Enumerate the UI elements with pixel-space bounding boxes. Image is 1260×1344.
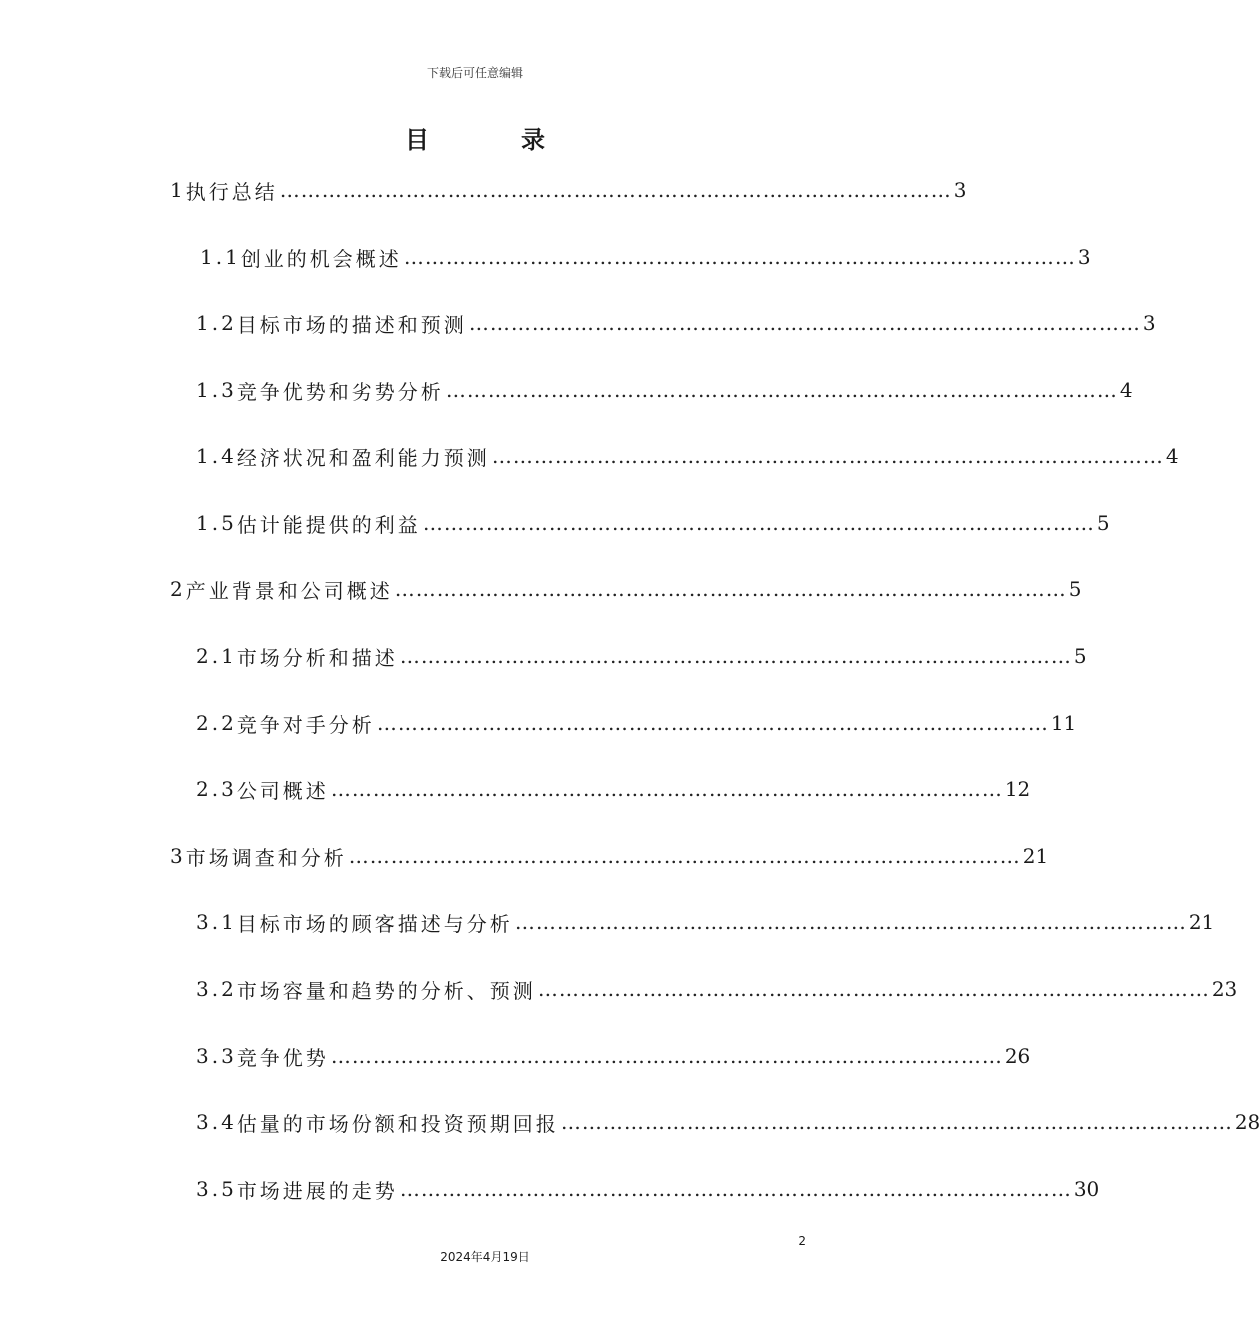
toc-entry-label: 竞争优势 (236, 1045, 329, 1070)
toc-entry-page: 4 (1165, 444, 1179, 468)
toc-entry-label: 执行总结 (185, 179, 278, 204)
toc-entry-page: 5 (1068, 577, 1082, 601)
toc-dot-leader: …………………………………………………………………………………… (399, 644, 1072, 668)
toc-entry-number: 3.1 (196, 910, 237, 934)
toc-dot-leader: …………………………………………………………………………………… (514, 910, 1187, 934)
toc-entry-1[interactable] (170, 168, 967, 212)
toc-entry-number: 3.4 (196, 1110, 237, 1134)
toc-entry-label: 市场进展的走势 (236, 1178, 398, 1203)
toc-entry-label: 目标市场的描述和预测 (236, 312, 467, 337)
toc-entry-page: 5 (1096, 511, 1110, 535)
toc-entry-number: 1.5 (196, 511, 237, 535)
toc-entry-label: 市场容量和趋势的分析、预测 (236, 978, 536, 1003)
toc-entry-label: 创业的机会概述 (240, 246, 402, 271)
toc-entry-number: 2 (170, 577, 186, 601)
toc-entry-3[interactable] (170, 834, 1049, 878)
toc-entry-page: 21 (1022, 844, 1049, 868)
toc-entry-page: 26 (1004, 1044, 1031, 1068)
toc-entry-label: 产业背景和公司概述 (185, 578, 393, 603)
toc-dot-leader: …………………………………………………………………………………… (560, 1110, 1233, 1134)
toc-entry-1-2[interactable] (196, 301, 1156, 345)
toc-entry-number: 3.2 (196, 977, 237, 1001)
toc-entry-label: 目标市场的顾客描述与分析 (236, 911, 513, 936)
toc-entry-1-3[interactable] (196, 368, 1133, 412)
toc-entry-number: 1.3 (196, 378, 237, 402)
toc-entry-page: 5 (1073, 644, 1087, 668)
toc-dot-leader: …………………………………………………………………………………… (403, 245, 1076, 269)
toc-entry-page: 28 (1234, 1110, 1260, 1134)
toc-entry-number: 1.2 (196, 311, 237, 335)
toc-entry-2-3[interactable] (196, 767, 1031, 811)
toc-entry-page: 4 (1119, 378, 1133, 402)
toc-entry-page: 3 (953, 178, 967, 202)
toc-dot-leader: …………………………………………………………………………………… (330, 777, 1003, 801)
toc-entry-page: 11 (1050, 711, 1077, 735)
toc-entry-label: 公司概述 (236, 778, 329, 803)
toc-dot-leader: …………………………………………………………………………………… (491, 444, 1164, 468)
toc-dot-leader: …………………………………………………………………………………… (376, 711, 1049, 735)
toc-entry-number: 3.5 (196, 1177, 237, 1201)
toc-entry-number: 3 (170, 844, 186, 868)
toc-entry-number: 3.3 (196, 1044, 237, 1068)
toc-entry-3-5[interactable] (196, 1167, 1100, 1211)
toc-entry-1-5[interactable] (196, 501, 1110, 545)
toc-dot-leader: …………………………………………………………………………………… (279, 178, 952, 202)
title-char-1: 目 (405, 125, 429, 154)
toc-entry-label: 竞争对手分析 (236, 712, 375, 737)
toc-entry-1-1[interactable] (200, 235, 1091, 279)
toc-entry-number: 2.1 (196, 644, 237, 668)
toc-dot-leader: …………………………………………………………………………………… (445, 378, 1118, 402)
toc-entry-page: 3 (1142, 311, 1156, 335)
toc-entry-number: 1.1 (200, 245, 241, 269)
toc-entry-page: 23 (1211, 977, 1238, 1001)
page-title (0, 120, 950, 155)
toc-entry-3-1[interactable] (196, 900, 1215, 944)
toc-entry-1-4[interactable] (196, 434, 1179, 478)
toc-entry-label: 估量的市场份额和投资预期回报 (236, 1111, 559, 1136)
page-header-note: 下载后可任意编辑 (426, 66, 523, 80)
toc-entry-label: 市场调查和分析 (185, 845, 347, 870)
toc-entry-number: 1.4 (196, 444, 237, 468)
footer-date: 2024年4月19日 (440, 1250, 530, 1264)
toc-dot-leader: …………………………………………………………………………………… (468, 311, 1141, 335)
toc-entry-page: 30 (1073, 1177, 1100, 1201)
toc-entry-label: 估计能提供的利益 (236, 512, 421, 537)
toc-entry-page: 21 (1188, 910, 1215, 934)
toc-entry-2[interactable] (170, 567, 1082, 611)
toc-dot-leader: …………………………………………………………………………………… (330, 1044, 1003, 1068)
toc-dot-leader: …………………………………………………………………………………… (348, 844, 1021, 868)
toc-dot-leader: …………………………………………………………………………………… (394, 577, 1067, 601)
toc-entry-3-3[interactable] (196, 1034, 1031, 1078)
toc-dot-leader: …………………………………………………………………………………… (537, 977, 1210, 1001)
toc-entry-page: 3 (1077, 245, 1091, 269)
title-char-2: 录 (521, 125, 545, 154)
toc-dot-leader: …………………………………………………………………………………… (422, 511, 1095, 535)
toc-entry-3-4[interactable] (196, 1100, 1260, 1144)
toc-entry-2-1[interactable] (196, 634, 1087, 678)
footer-page-number: 2 (798, 1234, 806, 1248)
toc-entry-page: 12 (1004, 777, 1031, 801)
toc-entry-number: 1 (170, 178, 186, 202)
toc-entry-label: 市场分析和描述 (236, 645, 398, 670)
toc-entry-number: 2.2 (196, 711, 237, 735)
toc-entry-3-2[interactable] (196, 967, 1238, 1011)
toc-entry-number: 2.3 (196, 777, 237, 801)
toc-entry-2-2[interactable] (196, 701, 1077, 745)
toc-entry-label: 经济状况和盈利能力预测 (236, 445, 490, 470)
toc-dot-leader: …………………………………………………………………………………… (399, 1177, 1072, 1201)
toc-entry-label: 竞争优势和劣势分析 (236, 379, 444, 404)
